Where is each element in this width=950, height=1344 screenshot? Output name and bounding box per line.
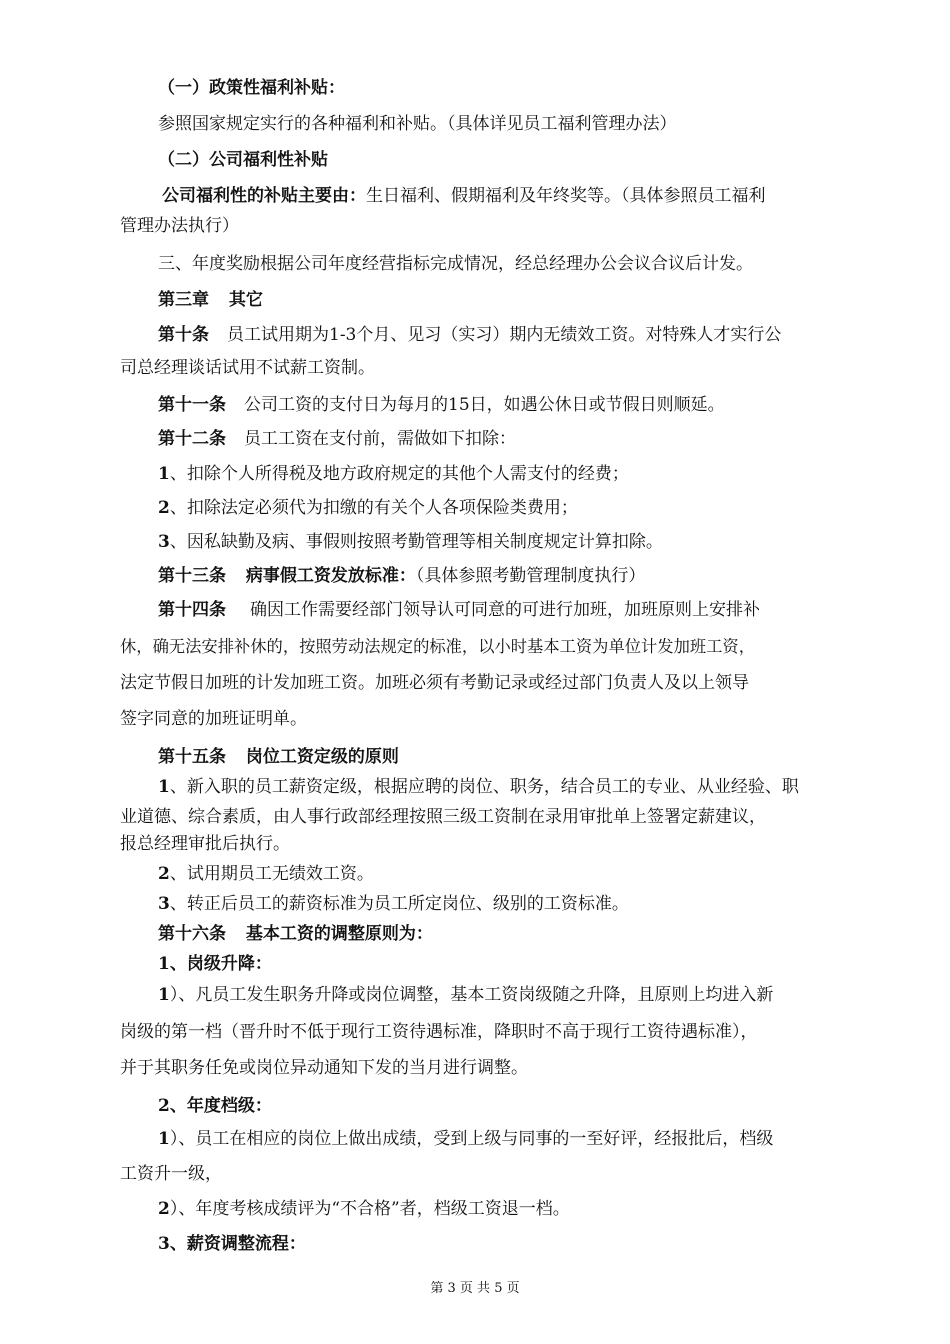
sub-heading: 1、岗级升降：: [158, 954, 272, 974]
paragraph-line: 参照国家规定实行的各种福利和补贴。（具体详见员工福利管理办法）: [158, 114, 677, 134]
list-number: 2: [158, 498, 170, 518]
inline-text: 、新入职的员工薪资定级，根据应聘的岗位、职务，结合员工的专业、从业经验、职: [169, 777, 799, 797]
list-item: [158, 892, 860, 916]
inline-text: 生日福利、假期福利及年终奖等。（具体参照员工福利: [366, 186, 766, 206]
inline-text: 、转正后员工的薪资标准为员工所定岗位、级别的工资标准。: [169, 894, 629, 914]
inline-text: （具体参照考勤管理制度执行）: [415, 566, 646, 586]
list-item: [158, 1197, 860, 1221]
article-line: [158, 427, 860, 451]
paragraph-line: 三、年度奖励根据公司年度经营指标完成情况，经总经理办公会议合议后计发。: [158, 254, 753, 274]
inline-bold-label: 公司福利性的补贴主要由：: [162, 186, 366, 206]
list-item: [158, 462, 860, 486]
article-heading: 第十六条 基本工资的调整原则为：: [158, 924, 433, 944]
article-line: [158, 393, 860, 417]
inline-text: 、扣除个人所得税及地方政府规定的其他个人需支付的经费；: [169, 464, 629, 484]
list-item: [158, 862, 860, 886]
list-number: 1: [158, 985, 170, 1005]
article-number: 第十四条: [158, 600, 226, 620]
article-number: 第十三条 病事假工资发放标准：: [158, 566, 416, 586]
inline-text: 员工试用期为1-3个月、见习（实习）期内无绩效工资。对特殊人才实行公: [227, 325, 782, 345]
inline-text: ）、年度考核成绩评为“不合格”者，档级工资退一档。: [169, 1199, 570, 1219]
heading-policy-subsidy: （一）政策性福利补贴：: [158, 78, 345, 98]
inline-text: 确因工作需要经部门领导认可同意的可进行加班，加班原则上安排补: [250, 600, 760, 620]
sub-heading: 2、年度档级：: [158, 1096, 272, 1116]
paragraph-line: 业道德、综合素质，由人事行政部经理按照三级工资制在录用审批单上签署定薪建议，: [120, 807, 766, 827]
article-line: [158, 323, 860, 347]
list-number: 2: [158, 864, 170, 884]
list-item: [158, 983, 860, 1007]
page-footer: 第 3 页 共 5 页: [430, 1281, 520, 1296]
article-number: 第十二条: [158, 429, 226, 449]
paragraph-line: 法定节假日加班的计发加班工资。加班必须有考勤记录或经过部门负责人及以上领导: [120, 673, 749, 693]
inline-text: 、因私缺勤及病、事假则按照考勤管理等相关制度规定计算扣除。: [169, 532, 663, 552]
article-line: [158, 564, 860, 588]
list-item: [158, 775, 860, 799]
article-heading: 第十五条 岗位工资定级的原则: [158, 747, 399, 767]
article-line: [158, 598, 860, 622]
paragraph-line: 司总经理谈话试用不试薪工资制。: [120, 358, 375, 378]
paragraph-line: [162, 184, 860, 208]
heading-company-subsidy: （二）公司福利性补贴: [158, 150, 328, 170]
inline-text: 员工工资在支付前，需做如下扣除：: [244, 429, 516, 449]
list-number: 3: [158, 532, 170, 552]
article-number: 第十条: [158, 325, 209, 345]
list-number: 3: [158, 894, 170, 914]
inline-text: ）、凡员工发生职务升降或岗位调整，基本工资岗级随之升降，且原则上均进入新: [169, 985, 774, 1005]
paragraph-line: 工资升一级，: [120, 1164, 222, 1184]
list-number: 1: [158, 1129, 170, 1149]
list-item: [158, 496, 860, 520]
inline-text: 、扣除法定必须代为扣缴的有关个人各项保险类费用；: [169, 498, 578, 518]
paragraph-line: 休，确无法安排补休的，按照劳动法规定的标准，以小时基本工资为单位计发加班工资，: [120, 637, 755, 656]
inline-text: ）、员工在相应的岗位上做出成绩，受到上级与同事的一至好评，经报批后，档级: [169, 1129, 774, 1149]
chapter-heading: 第三章 其它: [158, 290, 263, 310]
sub-heading: 3、薪资调整流程：: [158, 1234, 306, 1254]
paragraph-line: 并于其职务任免或岗位异动通知下发的当月进行调整。: [120, 1058, 528, 1078]
list-number: 2: [158, 1199, 170, 1219]
paragraph-line: 签字同意的加班证明单。: [120, 709, 307, 729]
list-item: [158, 1127, 860, 1151]
inline-text: 公司工资的支付日为每月的15日，如遇公休日或节假日则顺延。: [244, 395, 725, 415]
paragraph-line: 管理办法执行）: [120, 216, 239, 236]
paragraph-line: 报总经理审批后执行。: [120, 834, 290, 854]
list-number: 1: [158, 777, 170, 797]
paragraph-line: 岗级的第一档（晋升时不低于现行工资待遇标准，降职时不高于现行工资待遇标准），: [120, 1022, 758, 1042]
article-number: 第十一条: [158, 395, 226, 415]
inline-text: 、试用期员工无绩效工资。: [169, 864, 374, 884]
list-item: [158, 530, 860, 554]
list-number: 1: [158, 464, 170, 484]
